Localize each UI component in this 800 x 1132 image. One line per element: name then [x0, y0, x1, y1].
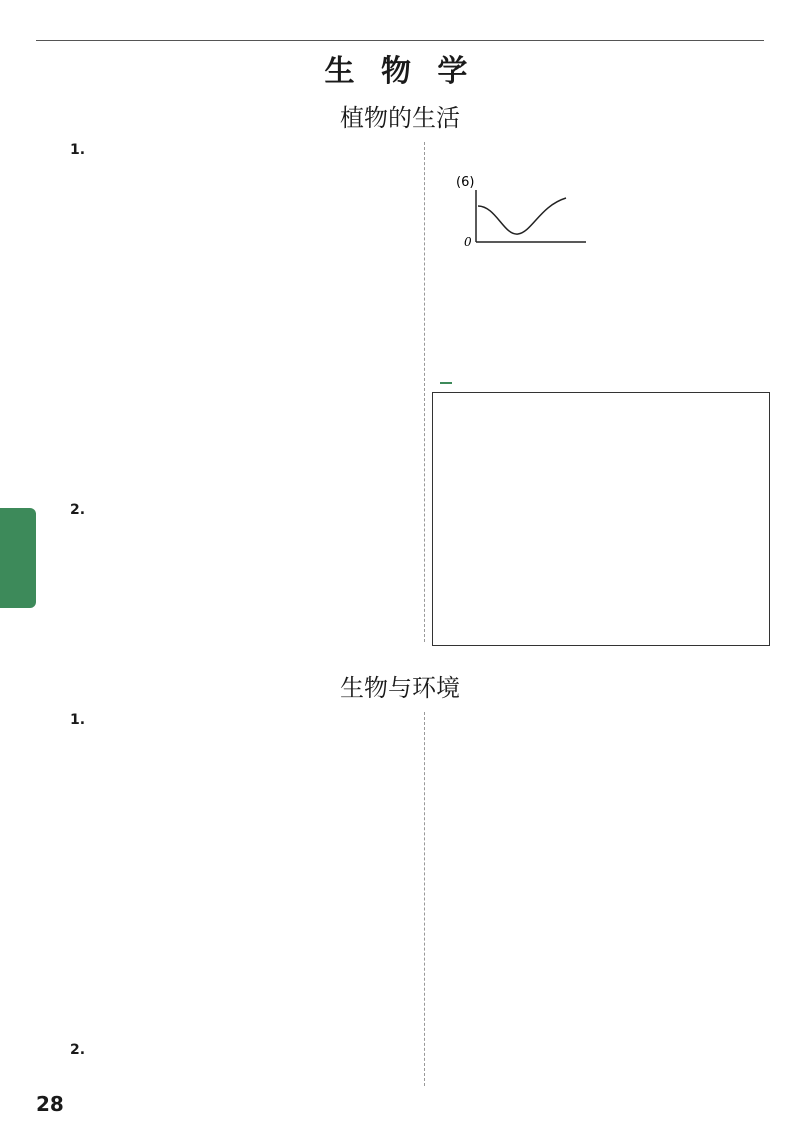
- supplement-label: [440, 382, 452, 384]
- graph-origin-label: 0: [464, 235, 472, 249]
- section-title-plant-life: 植物的生活: [340, 104, 460, 132]
- section-title-organisms-environment: 生物与环境: [340, 674, 460, 702]
- s1-item-number: 2.: [70, 502, 86, 518]
- supplement-note-box: [432, 392, 770, 646]
- s2-item1-text: [92, 712, 412, 1042]
- column-divider: [424, 712, 425, 1086]
- s1-item2-text: [92, 502, 412, 642]
- graph-curve: [478, 198, 566, 234]
- side-tab: [0, 508, 36, 608]
- s2-item2-text: [92, 1042, 412, 1086]
- graph-marker: (6): [456, 176, 475, 190]
- s1-item1-text: [92, 142, 412, 502]
- watermark-banner: [240, 2, 690, 20]
- s1-right-analysis: [440, 262, 770, 372]
- s1-item-number: 1.: [70, 142, 86, 158]
- column-divider: [424, 142, 425, 642]
- page-number: 28: [36, 1092, 64, 1116]
- organic-matter-graph: [456, 176, 636, 266]
- s2-item-number: 2.: [70, 1042, 86, 1058]
- s2-right-text: [440, 712, 770, 1086]
- header-rule: [36, 40, 764, 41]
- page-title: 生 物 学: [324, 54, 476, 89]
- s2-item-number: 1.: [70, 712, 86, 728]
